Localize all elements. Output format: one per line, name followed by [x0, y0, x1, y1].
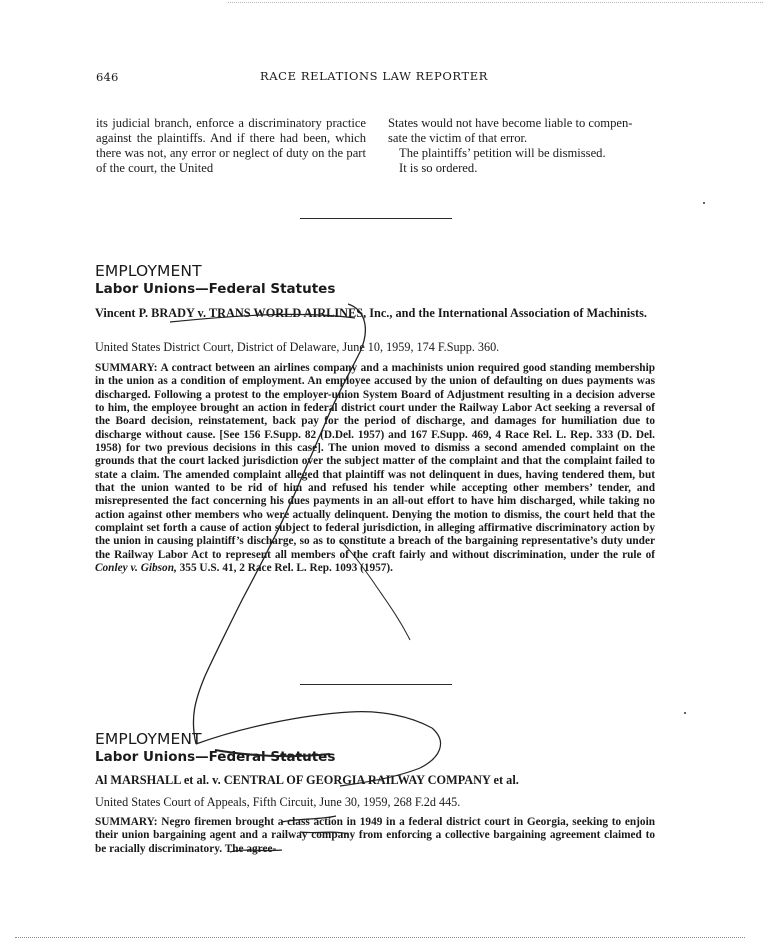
continuation-right-line: States would not have become liable to compen- — [388, 116, 633, 130]
continuation-right-column — [388, 116, 663, 176]
continuation-left-column — [96, 116, 366, 176]
case1-summary-citation: Conley v. Gibson, — [95, 562, 177, 575]
case1-court-line: United States District Court, District of Delaware, June 10, 1959, 174 F.Supp. 360. — [95, 340, 500, 354]
continuation-left-text: its judicial branch, enforce a discriminatory practice against the plaintiffs. And if there had been, which there was not, any error or neglect of duty on the part of the court, the United — [96, 116, 366, 175]
summary-label: SUMMARY: — [95, 362, 158, 374]
continuation-right-line: sate the victim of that error. — [388, 131, 528, 145]
scan-edge-dots-top — [228, 2, 763, 3]
case2-case-title: Al MARSHALL et al. v. CENTRAL OF GEORGIA RAILWAY COMPANY et al. — [95, 773, 519, 787]
scan-edge-dots-bottom — [15, 937, 745, 938]
scan-speck — [684, 712, 686, 714]
continuation-right-line: It is so ordered. — [399, 161, 478, 175]
case1-summary-tail: 355 U.S. 41, 2 Race Rel. L. Rep. 1093 (1957). — [179, 562, 394, 575]
case2-summary — [95, 816, 655, 856]
section-divider — [300, 218, 452, 219]
case2-section-heading: EMPLOYMENT — [95, 730, 202, 748]
section-divider — [300, 684, 452, 685]
page-number: 646 — [96, 70, 119, 84]
case1-subsection-heading: Labor Unions—Federal Statutes — [95, 281, 336, 297]
running-head: RACE RELATIONS LAW REPORTER — [260, 69, 488, 83]
case2-court-line: United States Court of Appeals, Fifth Circuit, June 30, 1959, 268 F.2d 445. — [95, 795, 461, 809]
summary-label: SUMMARY: — [95, 816, 158, 828]
case2-subsection-heading: Labor Unions—Federal Statutes — [95, 749, 336, 765]
scan-speck — [703, 202, 705, 204]
case1-section-heading: EMPLOYMENT — [95, 262, 202, 280]
case1-summary — [95, 362, 655, 576]
case2-summary-text: Negro firemen brought a class action in 1949 in a federal district court in Georgia, seeking to enjoin their union bargaining agent and a railway company from enforcing a collective bargaining agreement claimed to be racially discriminatory. The agree- — [95, 816, 655, 855]
case1-summary-text: A contract between an airlines company and a machinists union required good standing membership in the union as a condition of employment. An employee accused by the union of defaulting on dues payments was discharged. Following a protest to the employer-union System Board of Adjustment resulting in a decision adverse to him, the employee brought an action in federal district court under the Railway Labor Act seeking a reversal of the Board decision, reinstatement, back pay for the period of discharge, and damages for humiliation due to discharge without cause. [See 156 F.Supp. 82 (D.Del. 1957) and 167 F.Supp. 469, 4 Race Rel. L. Rep. 333 (D. Del. 1958) for two previous decisions in this case]. The union moved to dismiss a second amended complaint on the grounds that the court lacked jurisdiction over the subject matter of the complaint and that the complaint failed to state a claim. The amended complaint alleged that plaintiff was not delinquent in dues, having tendered them, but that the union wanted to be rid of him and refused his tender while accepting other members’ tender, and misrepresented the fact concerning his dues payments in an all-out effort to have him discharged, while taking no action against other members who were actually delinquent. Denying the motion to dismiss, the court held that the complaint set forth a cause of action subject to federal jurisdiction, in alleging affirmative discriminatory action by the union in causing plaintiff’s discharge, so as to constitute a breach of the bargaining representative’s duty under the Railway Labor Act to represent all members of the craft fairly and without discrimination, under the rule of — [95, 362, 655, 561]
continuation-right-line: The plaintiffs’ petition will be dismissed. — [399, 146, 606, 160]
case1-case-title: Vincent P. BRADY v. TRANS WORLD AIRLINES, Inc., and the International Association of Machinists. — [95, 306, 647, 320]
